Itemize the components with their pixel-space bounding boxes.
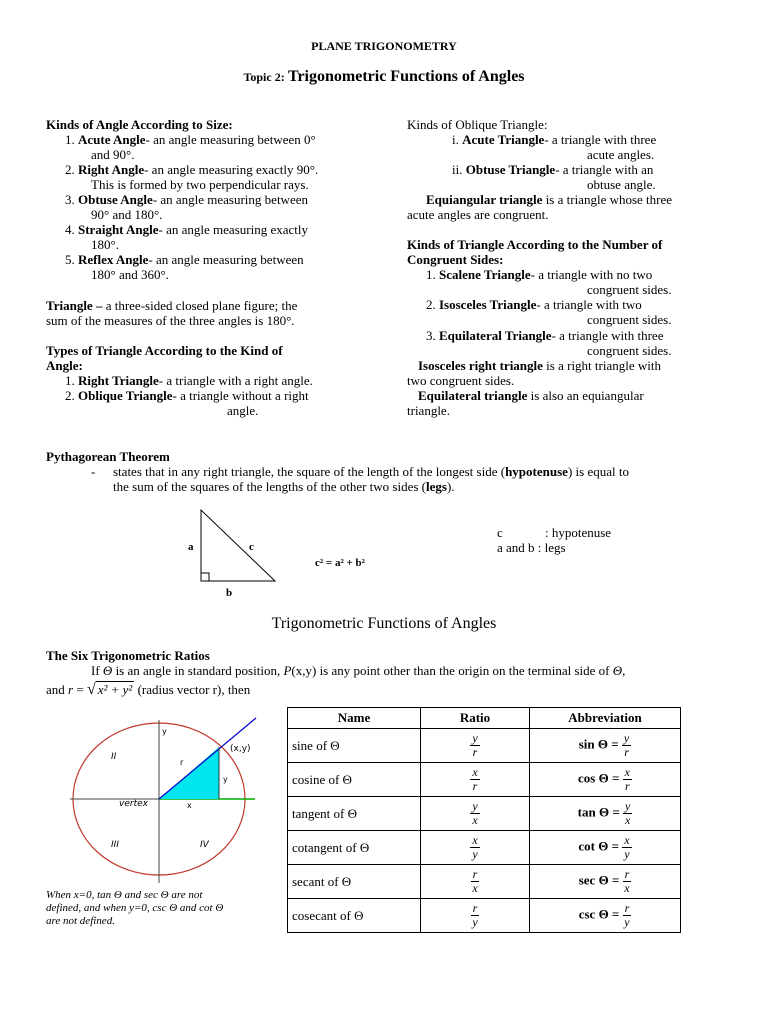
- angle-item-cont: This is formed by two perpendicular rays.: [91, 177, 309, 192]
- sides-item: 1. Scalene Triangle- a triangle with no two: [426, 267, 653, 282]
- topic-title: Trigonometric Functions of Angles: [287, 68, 525, 85]
- sides-item-cont: congruent sides.: [587, 282, 672, 297]
- right-triangle-shape: [201, 510, 275, 581]
- table-row: secant of Θ $\frac{r}{x}$ sec Θ = $\frac{r}{x}$: [288, 865, 681, 899]
- label-b: b: [226, 587, 233, 599]
- angle-item: 2. Right Angle- an angle measuring exactly 90°.: [65, 162, 319, 177]
- triangle-definition: Triangle – a three-sided closed plane figure; the: [46, 298, 298, 313]
- types-heading: Types of Triangle According to the Kind of: [46, 343, 283, 358]
- trig-ratios-table: [287, 707, 681, 933]
- sides-heading-cont: Congruent Sides:: [407, 252, 504, 267]
- header-ratio: Ratio: [421, 708, 530, 729]
- point-label: (x,y): [230, 744, 251, 754]
- document-title: PLANE TRIGONOMETRY: [311, 39, 457, 53]
- y-leg-label: y: [223, 775, 228, 784]
- table-row: tangent of Θ $\frac{y}{x}$ tan Θ = $\frac{y}{x}$: [288, 797, 681, 831]
- sides-item: 2. Isosceles Triangle- a triangle with two: [426, 297, 642, 312]
- equilateral-definition-cont: triangle.: [407, 403, 450, 418]
- table-row: cosine of Θ $\frac{x}{r}$ cos Θ = $\frac{x}{r}$: [288, 763, 681, 797]
- legend-c-desc: : hypotenuse: [545, 525, 612, 540]
- sides-item-cont: congruent sides.: [587, 312, 672, 327]
- section-title: Trigonometric Functions of Angles: [271, 615, 497, 632]
- angle-item: 5. Reflex Angle- an angle measuring between: [65, 252, 304, 267]
- table-row: cotangent of Θ $\frac{x}{y}$ cot Θ = $\frac{x}{y}$: [288, 831, 681, 865]
- pythagorean-text: states that in any right triangle, the square of the length of the longest side (hypotenuse) is equal to: [113, 464, 629, 479]
- angle-item: 1. Acute Angle- an angle measuring between 0°: [65, 132, 316, 147]
- oblique-heading: Kinds of Oblique Triangle:: [407, 117, 548, 132]
- equiangular-definition-cont: acute angles are congruent.: [407, 207, 549, 222]
- ratios-heading: The Six Trigonometric Ratios: [46, 648, 210, 663]
- oblique-item: ii. Obtuse Triangle- a triangle with an: [452, 162, 654, 177]
- angles-heading: Kinds of Angle According to Size:: [46, 117, 233, 132]
- equiangular-definition: Equiangular triangle is a triangle whose three: [426, 192, 673, 207]
- table-header-row: [288, 708, 681, 729]
- isosceles-right-definition-cont: two congruent sides.: [407, 373, 515, 388]
- oblique-item-cont: acute angles.: [587, 147, 655, 162]
- quadrant-iii-label: III: [111, 840, 119, 850]
- oblique-item: i. Acute Triangle- a triangle with three: [452, 132, 657, 147]
- table-row: cosecant of Θ $\frac{r}{y}$ csc Θ = $\frac{r}{y}$: [288, 899, 681, 933]
- sides-item: 3. Equilateral Triangle- a triangle with three: [426, 328, 664, 343]
- pythagorean-text-cont: the sum of the squares of the lengths of the other two sides (legs).: [113, 479, 455, 494]
- quadrant-ii-label: II: [111, 752, 117, 762]
- angle-item-cont: 180°.: [91, 237, 119, 252]
- isosceles-right-definition: Isosceles right triangle is a right triangle with: [418, 358, 661, 373]
- topic-heading: [0, 68, 768, 86]
- topic-label: Topic 2:: [243, 70, 285, 84]
- ratios-intro-cont: and r = √ x² + y² (radius vector r), then: [46, 681, 251, 698]
- type-item: 1. Right Triangle- a triangle with a right angle.: [65, 373, 313, 388]
- diagram-caption: When x=0, tan Θ and sec Θ are not defined, and when y=0, csc Θ and cot Θ are not defined.: [46, 889, 224, 927]
- legend-c: c: [497, 525, 503, 540]
- types-heading-cont: Angle:: [46, 358, 83, 373]
- y-axis-label: y: [162, 727, 167, 736]
- type-item-cont: angle.: [227, 403, 259, 418]
- equilateral-definition: Equilateral triangle is also an equiangular: [418, 388, 644, 403]
- angle-item-cont: and 90°.: [91, 147, 135, 162]
- legend-ab: a and b : legs: [497, 540, 566, 555]
- angle-item: 4. Straight Angle- an angle measuring exactly: [65, 222, 308, 237]
- oblique-item-cont: obtuse angle.: [587, 177, 656, 192]
- header-abbreviation: Abbreviation: [530, 708, 681, 729]
- sides-item-cont: congruent sides.: [587, 343, 672, 358]
- label-c: c: [249, 541, 254, 553]
- x-leg-label: x: [187, 801, 192, 810]
- sides-heading: Kinds of Triangle According to the Number of: [407, 237, 663, 252]
- pythagorean-formula: c² = a² + b²: [315, 557, 365, 569]
- quadrant-iv-label: IV: [200, 840, 209, 850]
- triangle-definition-cont: sum of the measures of the three angles is 180°.: [46, 313, 295, 328]
- radius-label: r: [180, 758, 184, 767]
- right-triangle-diagram: [180, 505, 290, 600]
- ratios-intro: If Θ is an angle in standard position, P(x,y) is any point other than the origin on the terminal side of Θ,: [91, 663, 626, 678]
- header-name: Name: [288, 708, 421, 729]
- label-a: a: [188, 541, 194, 553]
- pythagorean-heading: Pythagorean Theorem: [46, 449, 170, 464]
- pythagorean-dash: -: [91, 464, 96, 479]
- vertex-label: vertex: [119, 799, 148, 809]
- table-row: sine of Θ $\frac{y}{r}$ sin Θ = $\frac{y}{r}$: [288, 729, 681, 763]
- right-angle-marker: [201, 573, 209, 581]
- angle-item-cont: 180° and 360°.: [91, 267, 169, 282]
- angle-item-cont: 90° and 180°.: [91, 207, 163, 222]
- type-item: 2. Oblique Triangle- a triangle without a right: [65, 388, 309, 403]
- angle-item: 3. Obtuse Angle- an angle measuring between: [65, 192, 308, 207]
